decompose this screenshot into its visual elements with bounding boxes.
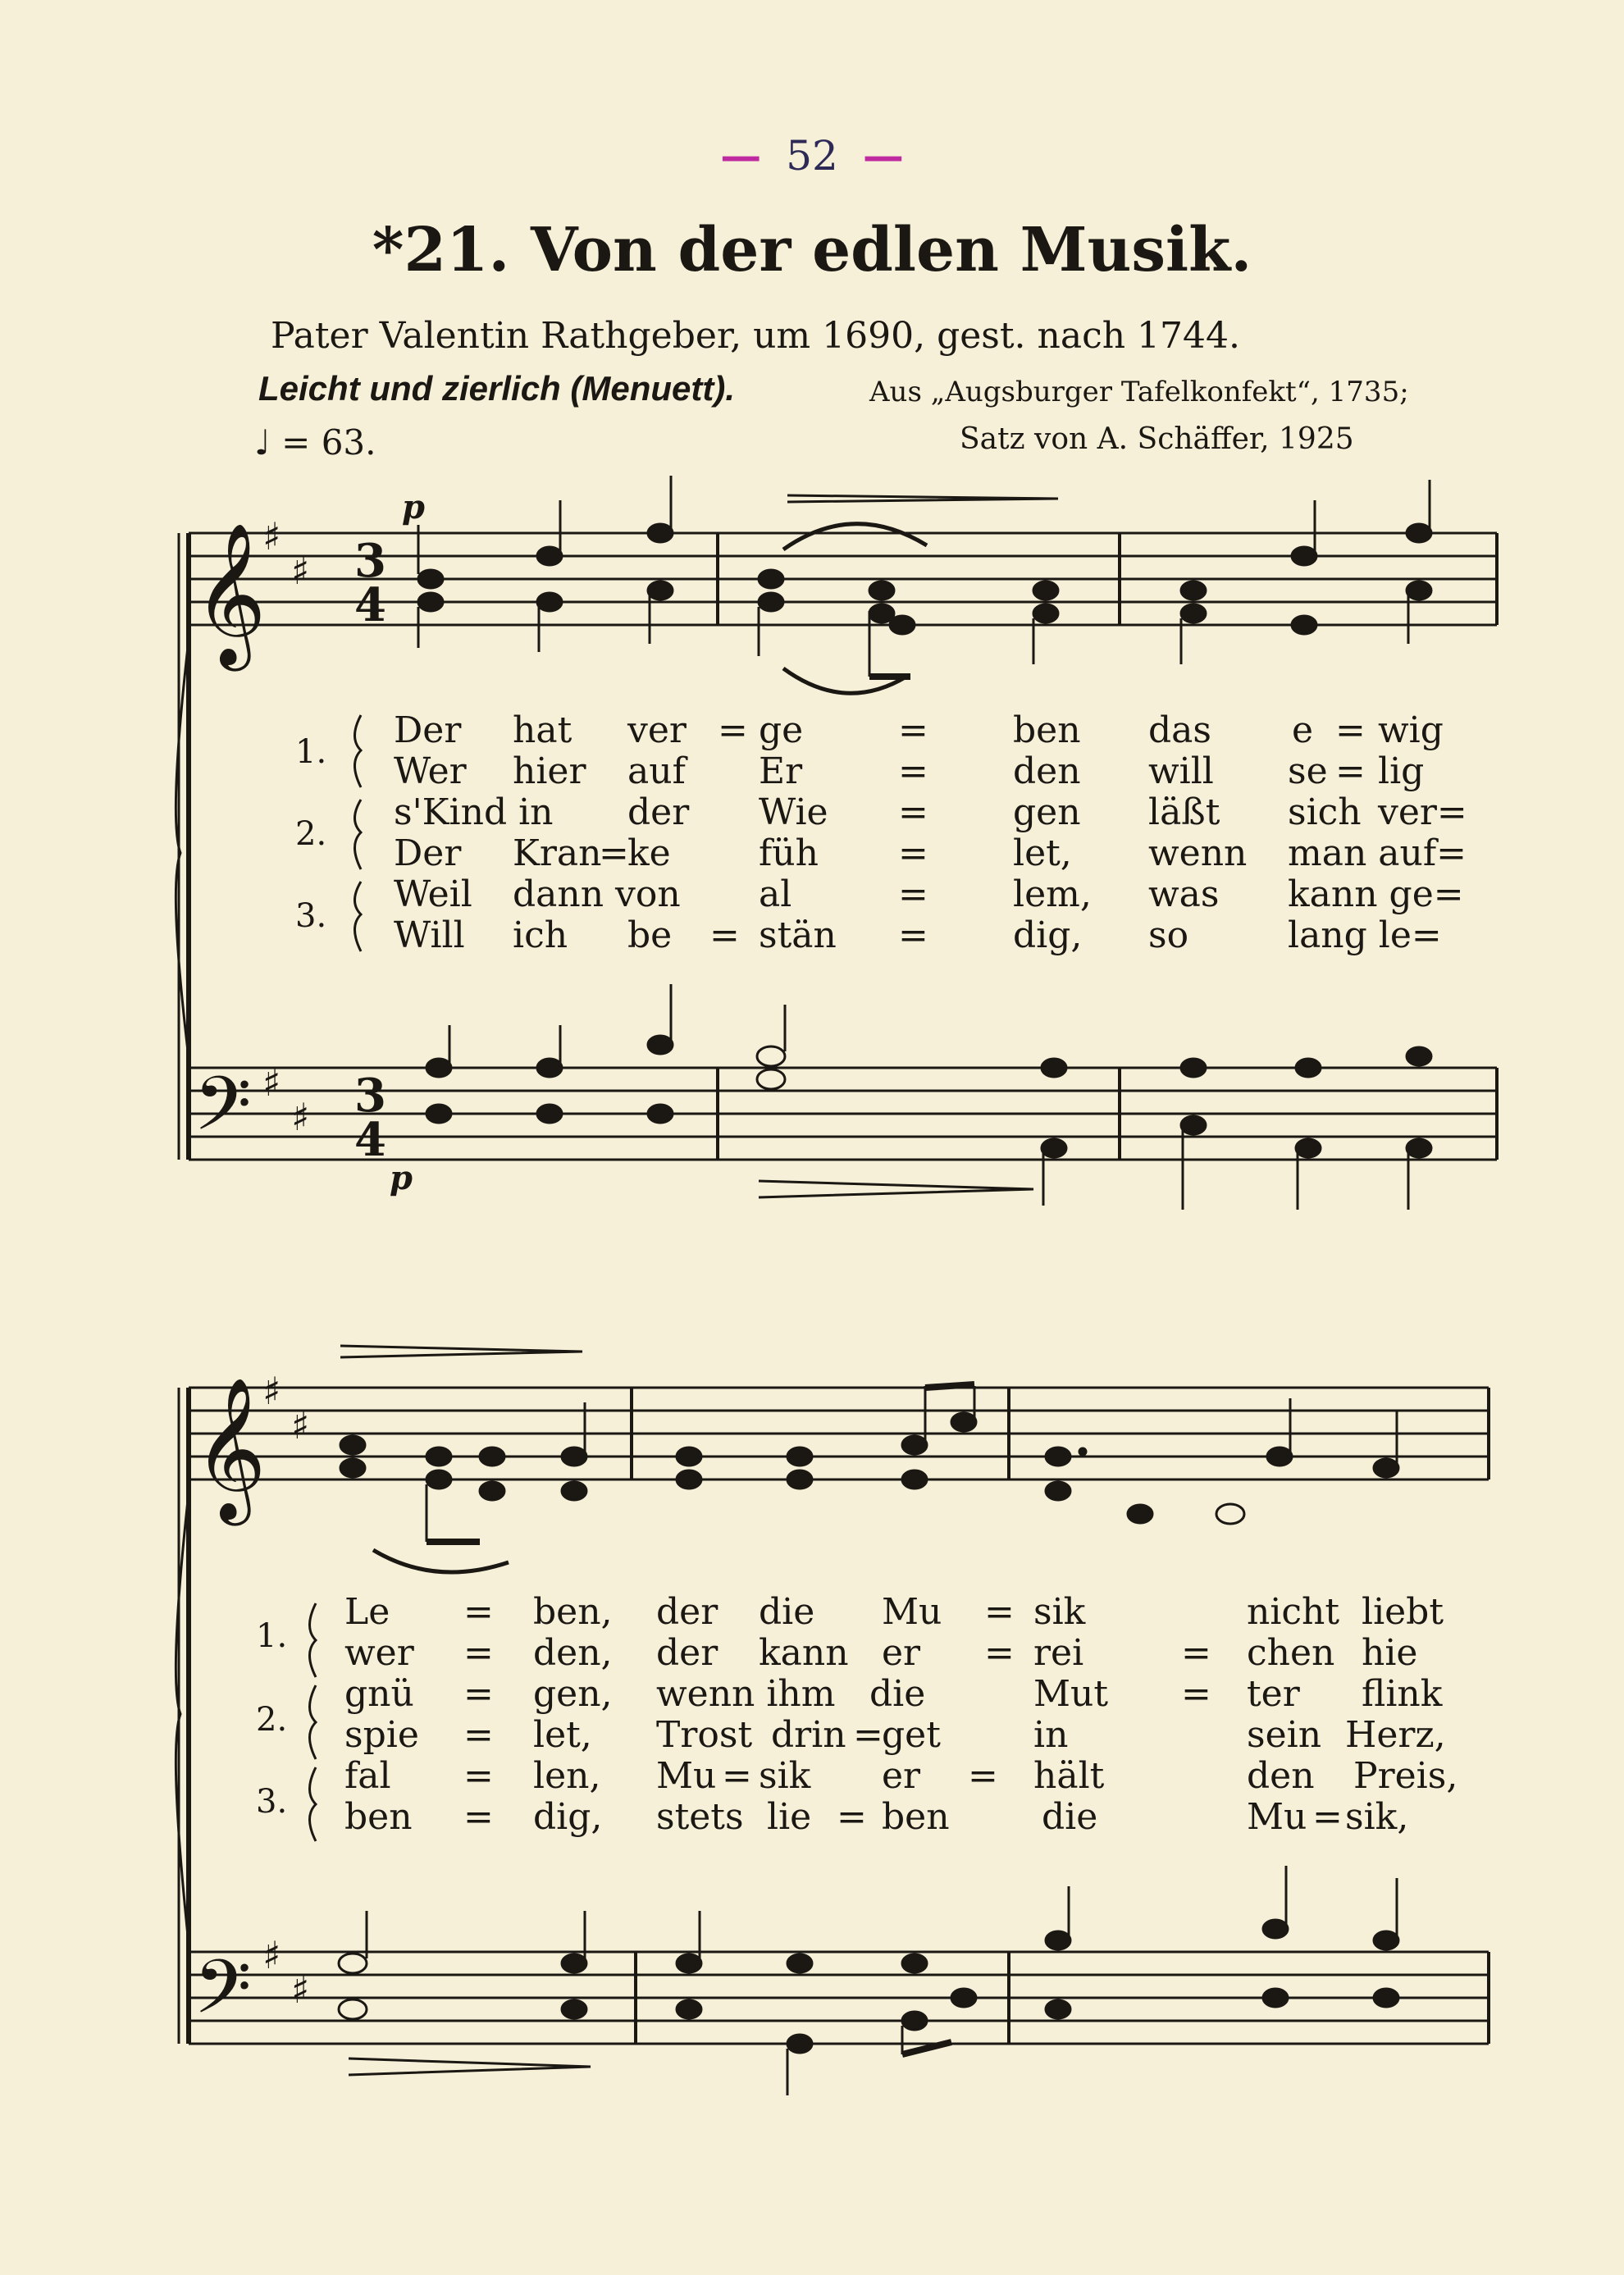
page-number: — 52 — bbox=[720, 131, 904, 180]
svg-text:=: = bbox=[853, 1714, 883, 1756]
svg-text:hält: hält bbox=[1033, 1755, 1105, 1797]
svg-text:Der: Der bbox=[394, 709, 462, 751]
svg-text:nicht: nicht bbox=[1247, 1591, 1340, 1633]
svg-text:ge: ge bbox=[759, 709, 804, 751]
svg-text:=: = bbox=[463, 1591, 494, 1633]
svg-text:liebt: liebt bbox=[1362, 1591, 1444, 1633]
svg-text:len,: len, bbox=[533, 1755, 601, 1797]
svg-text:=: = bbox=[718, 709, 748, 751]
svg-text:1.: 1. bbox=[256, 1617, 288, 1655]
sharp-icon: ♯ bbox=[291, 549, 310, 593]
svg-text:2.: 2. bbox=[256, 1701, 288, 1739]
composer-credit: Pater Valentin Rathgeber, um 1690, gest. nach 1744. bbox=[271, 315, 1241, 357]
svg-text:hier: hier bbox=[513, 750, 586, 792]
svg-text:=: = bbox=[709, 914, 740, 956]
metronome-marking: ♩ = 63. bbox=[254, 422, 376, 463]
svg-text:die: die bbox=[759, 1591, 815, 1633]
svg-text:Mu: Mu bbox=[1247, 1796, 1307, 1838]
svg-text:Der: Der bbox=[394, 832, 462, 874]
svg-text:s'Kind in: s'Kind in bbox=[394, 791, 554, 833]
svg-text:lie: lie bbox=[767, 1796, 812, 1838]
svg-text:kann ge=: kann ge= bbox=[1288, 873, 1464, 915]
svg-text:lig: lig bbox=[1378, 750, 1425, 792]
lyrics-system2 bbox=[344, 1591, 1457, 1838]
svg-text:gnü: gnü bbox=[344, 1673, 414, 1715]
svg-text:=: = bbox=[898, 873, 928, 915]
time-signatures bbox=[354, 534, 386, 1167]
treble-clef-icon: 𝄞 bbox=[194, 522, 267, 665]
svg-text:Mu: Mu bbox=[882, 1591, 942, 1633]
svg-text:ver=: ver= bbox=[1378, 791, 1467, 833]
svg-text:die: die bbox=[869, 1673, 926, 1715]
source-credit: Aus „Augsburger Tafelkonfekt“, 1735; bbox=[869, 376, 1409, 408]
svg-text:ben: ben bbox=[344, 1796, 413, 1838]
notes-system1-treble bbox=[418, 476, 1431, 677]
svg-text:das: das bbox=[1148, 709, 1211, 751]
svg-text:lang le=: lang le= bbox=[1288, 914, 1442, 956]
svg-text:läßt: läßt bbox=[1148, 791, 1220, 833]
notes-system1-bass bbox=[427, 984, 1431, 1210]
svg-text:chen: chen bbox=[1247, 1632, 1335, 1674]
svg-text:=: = bbox=[984, 1591, 1015, 1633]
svg-text:=: = bbox=[599, 832, 629, 874]
bass-clef-icon: 𝄢 bbox=[194, 1060, 252, 1165]
svg-text:=: = bbox=[984, 1632, 1015, 1674]
svg-text:Wer: Wer bbox=[394, 750, 467, 792]
svg-text:=: = bbox=[898, 832, 928, 874]
svg-text:Weil: Weil bbox=[394, 873, 472, 915]
svg-text:fal: fal bbox=[344, 1755, 391, 1797]
svg-text:Mu: Mu bbox=[656, 1755, 717, 1797]
svg-text:=: = bbox=[1312, 1796, 1343, 1838]
svg-text:auf: auf bbox=[627, 750, 686, 792]
svg-text:spie: spie bbox=[344, 1714, 419, 1756]
svg-text:sik: sik bbox=[759, 1755, 811, 1797]
svg-text:sein: sein bbox=[1247, 1714, 1322, 1756]
svg-text:ben: ben bbox=[1013, 709, 1081, 751]
lyrics-system1 bbox=[394, 709, 1467, 956]
svg-text:1.: 1. bbox=[295, 733, 327, 771]
sharp-icon: ♯ bbox=[262, 514, 281, 558]
svg-text:ich: ich bbox=[513, 914, 568, 956]
svg-text:e: e bbox=[1292, 709, 1314, 751]
svg-text:Trost: Trost bbox=[656, 1714, 753, 1756]
svg-text:=: = bbox=[463, 1673, 494, 1715]
svg-text:=: = bbox=[463, 1796, 494, 1838]
svg-text:die: die bbox=[1042, 1796, 1098, 1838]
clefs bbox=[194, 514, 309, 2049]
svg-text:let,: let, bbox=[1013, 832, 1072, 874]
svg-text:=: = bbox=[1181, 1673, 1211, 1715]
svg-text:hie: hie bbox=[1362, 1632, 1418, 1674]
sharp-icon: ♯ bbox=[262, 1933, 281, 1977]
svg-text:=: = bbox=[1335, 750, 1366, 792]
svg-text:ver: ver bbox=[627, 709, 687, 751]
svg-text:gen,: gen, bbox=[533, 1673, 613, 1715]
svg-text:drin: drin bbox=[771, 1714, 846, 1756]
notes-system2-treble bbox=[340, 1384, 1398, 1542]
svg-text:Kran: Kran bbox=[513, 832, 602, 874]
svg-text:wenn ihm: wenn ihm bbox=[656, 1673, 836, 1715]
svg-text:ben: ben bbox=[882, 1796, 950, 1838]
svg-text:Le: Le bbox=[344, 1591, 390, 1633]
svg-text:gen: gen bbox=[1013, 791, 1081, 833]
svg-text:er: er bbox=[882, 1632, 921, 1674]
svg-text:be: be bbox=[627, 914, 673, 956]
svg-text:se: se bbox=[1288, 750, 1328, 792]
svg-text:stän: stän bbox=[759, 914, 837, 956]
svg-text:was: was bbox=[1148, 873, 1220, 915]
sharp-icon: ♯ bbox=[291, 1095, 310, 1139]
svg-text:let,: let, bbox=[533, 1714, 592, 1756]
sharp-icon: ♯ bbox=[262, 1369, 281, 1413]
tempo-marking: Leicht und zierlich (Menuett). bbox=[258, 369, 736, 408]
svg-text:Preis,: Preis, bbox=[1353, 1755, 1458, 1797]
svg-text:sik: sik bbox=[1033, 1591, 1086, 1633]
svg-text:wenn: wenn bbox=[1148, 832, 1248, 874]
svg-text:den: den bbox=[1247, 1755, 1315, 1797]
svg-text:dig,: dig, bbox=[1013, 914, 1083, 956]
svg-text:dann von: dann von bbox=[513, 873, 681, 915]
svg-text:=: = bbox=[1335, 709, 1366, 751]
svg-text:flink: flink bbox=[1362, 1673, 1443, 1715]
svg-text:wer: wer bbox=[344, 1632, 414, 1674]
svg-text:2.: 2. bbox=[295, 815, 327, 853]
time-sig-top: 3 bbox=[354, 1069, 386, 1123]
svg-text:=: = bbox=[898, 914, 928, 956]
svg-text:den,: den, bbox=[533, 1632, 613, 1674]
svg-text:in: in bbox=[1033, 1714, 1069, 1756]
svg-text:ben,: ben, bbox=[533, 1591, 613, 1633]
svg-text:so: so bbox=[1148, 914, 1189, 956]
svg-text:der: der bbox=[656, 1632, 718, 1674]
svg-text:3.: 3. bbox=[295, 897, 327, 935]
svg-text:Herz,: Herz, bbox=[1345, 1714, 1446, 1756]
svg-text:=: = bbox=[1181, 1632, 1211, 1674]
svg-text:sich: sich bbox=[1288, 791, 1362, 833]
sharp-icon: ♯ bbox=[291, 1967, 310, 2012]
sharp-icon: ♯ bbox=[262, 1060, 281, 1105]
song-title: *21. Von der edlen Musik. bbox=[372, 215, 1252, 285]
svg-text:der: der bbox=[627, 791, 690, 833]
svg-text:den: den bbox=[1013, 750, 1081, 792]
svg-text:rei: rei bbox=[1033, 1632, 1084, 1674]
svg-text:3.: 3. bbox=[256, 1783, 288, 1821]
dynamic-piano: p bbox=[402, 488, 425, 527]
time-sig-bottom: 4 bbox=[354, 578, 386, 632]
dynamic-piano: p bbox=[390, 1159, 413, 1197]
svg-text:der: der bbox=[656, 1591, 718, 1633]
svg-text:=: = bbox=[463, 1755, 494, 1797]
svg-text:er: er bbox=[882, 1755, 921, 1797]
verse-numbers bbox=[256, 733, 326, 1821]
bass-clef-icon: 𝄢 bbox=[194, 1944, 252, 2049]
sharp-icon: ♯ bbox=[291, 1403, 310, 1448]
svg-text:hat: hat bbox=[513, 709, 573, 751]
svg-text:Will: Will bbox=[394, 914, 465, 956]
treble-clef-icon: 𝄞 bbox=[194, 1377, 267, 1520]
svg-text:get: get bbox=[882, 1714, 941, 1756]
svg-text:=: = bbox=[463, 1632, 494, 1674]
svg-text:Er: Er bbox=[759, 750, 803, 792]
svg-text:dig,: dig, bbox=[533, 1796, 603, 1838]
arrangement-credit: Satz von A. Schäffer, 1925 bbox=[960, 422, 1354, 456]
time-sig-bottom: 4 bbox=[354, 1113, 386, 1167]
svg-text:=: = bbox=[722, 1755, 752, 1797]
svg-text:al: al bbox=[759, 873, 792, 915]
svg-text:füh: füh bbox=[759, 832, 819, 874]
svg-text:=: = bbox=[898, 791, 928, 833]
svg-text:=: = bbox=[898, 709, 928, 751]
svg-text:=: = bbox=[968, 1755, 998, 1797]
time-sig-top: 3 bbox=[354, 534, 386, 588]
svg-text:will: will bbox=[1148, 750, 1214, 792]
svg-text:Wie: Wie bbox=[759, 791, 828, 833]
svg-text:ke: ke bbox=[627, 832, 671, 874]
svg-text:man auf=: man auf= bbox=[1288, 832, 1467, 874]
svg-text:lem,: lem, bbox=[1013, 873, 1092, 915]
svg-text:stets: stets bbox=[656, 1796, 744, 1838]
svg-text:=: = bbox=[463, 1714, 494, 1756]
svg-text:wig: wig bbox=[1378, 709, 1444, 751]
svg-text:kann: kann bbox=[759, 1632, 849, 1674]
svg-text:=: = bbox=[898, 750, 928, 792]
svg-text:=: = bbox=[837, 1796, 867, 1838]
verse-brackets bbox=[176, 640, 361, 1944]
notes-system2-bass bbox=[339, 1866, 1398, 2095]
svg-text:Mut: Mut bbox=[1033, 1673, 1109, 1715]
svg-text:ter: ter bbox=[1247, 1673, 1300, 1715]
svg-text:sik,: sik, bbox=[1345, 1796, 1409, 1838]
